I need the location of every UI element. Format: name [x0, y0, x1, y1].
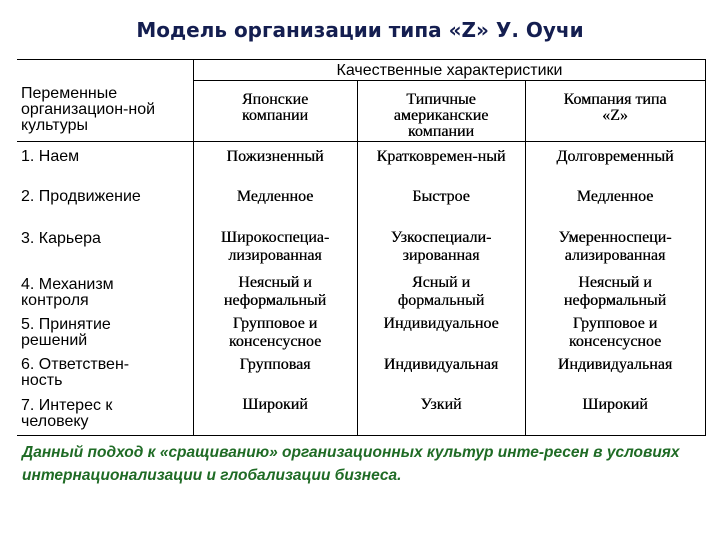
table-cell: Групповое и консенсусное [568, 315, 662, 350]
table-cell: Пожизненный [226, 148, 324, 165]
group-header: Качественные характеристики [336, 62, 563, 79]
table-cell: Ясный и формальный [397, 274, 485, 309]
table-border [525, 81, 526, 436]
row-label: 3. Карьера [21, 230, 101, 247]
table-cell: Индивидуальное [383, 315, 499, 332]
table-border [705, 59, 706, 436]
table-border [17, 141, 706, 142]
column-header-japanese: Японские компании [241, 91, 309, 124]
row-label: 1. Наем [21, 148, 80, 165]
row-label: 2. Продвижение [21, 188, 141, 205]
table-cell: Групповое и консенсусное [228, 315, 322, 350]
table-cell: Индивидуальная [383, 356, 499, 373]
table-cell: Индивидуальная [557, 356, 673, 373]
column-header-american: Типичные американские компании [393, 91, 489, 140]
table-cell: Быстрое [412, 188, 470, 205]
table-cell: Кратковремен-ный [376, 148, 506, 165]
table-cell: Широкий [242, 396, 308, 413]
table-border [193, 59, 194, 436]
table-cell: Узкий [420, 396, 462, 413]
table-cell: Неясный и неформальный [223, 274, 327, 309]
table-cell: Широкоспециа-лизированная [220, 229, 330, 264]
table-cell: Узкоспециали-зированная [390, 229, 492, 264]
row-label: 7. Интерес к человеку [21, 397, 113, 430]
column-header-type-z: Компания типа «Z» [563, 91, 667, 124]
table-border [17, 59, 706, 60]
table-cell: Медленное [236, 188, 314, 205]
table-cell: Медленное [576, 188, 654, 205]
table-cell: Долговременный [556, 148, 674, 165]
table-border [17, 435, 706, 436]
row-label: 5. Принятие решений [21, 316, 111, 349]
table-cell: Широкий [582, 396, 648, 413]
table-border [357, 81, 358, 436]
row-header: Переменные организацион-ной культуры [21, 85, 156, 134]
table-border [193, 80, 706, 81]
page-title: Модель организации типа «Z» У. Оучи [136, 18, 584, 42]
footer-note: Данный подход к «сращиванию» организационных культур инте-ресен в условиях интернационализации и глобализации бизнеса. [22, 444, 680, 484]
row-label: 4. Механизм контроля [21, 276, 114, 309]
table-cell: Неясный и неформальный [563, 274, 667, 309]
table-cell: Групповая [239, 356, 311, 373]
row-label: 6. Ответствен-ность [21, 356, 130, 389]
table-cell: Умеренноспеци-ализированная [558, 229, 672, 264]
